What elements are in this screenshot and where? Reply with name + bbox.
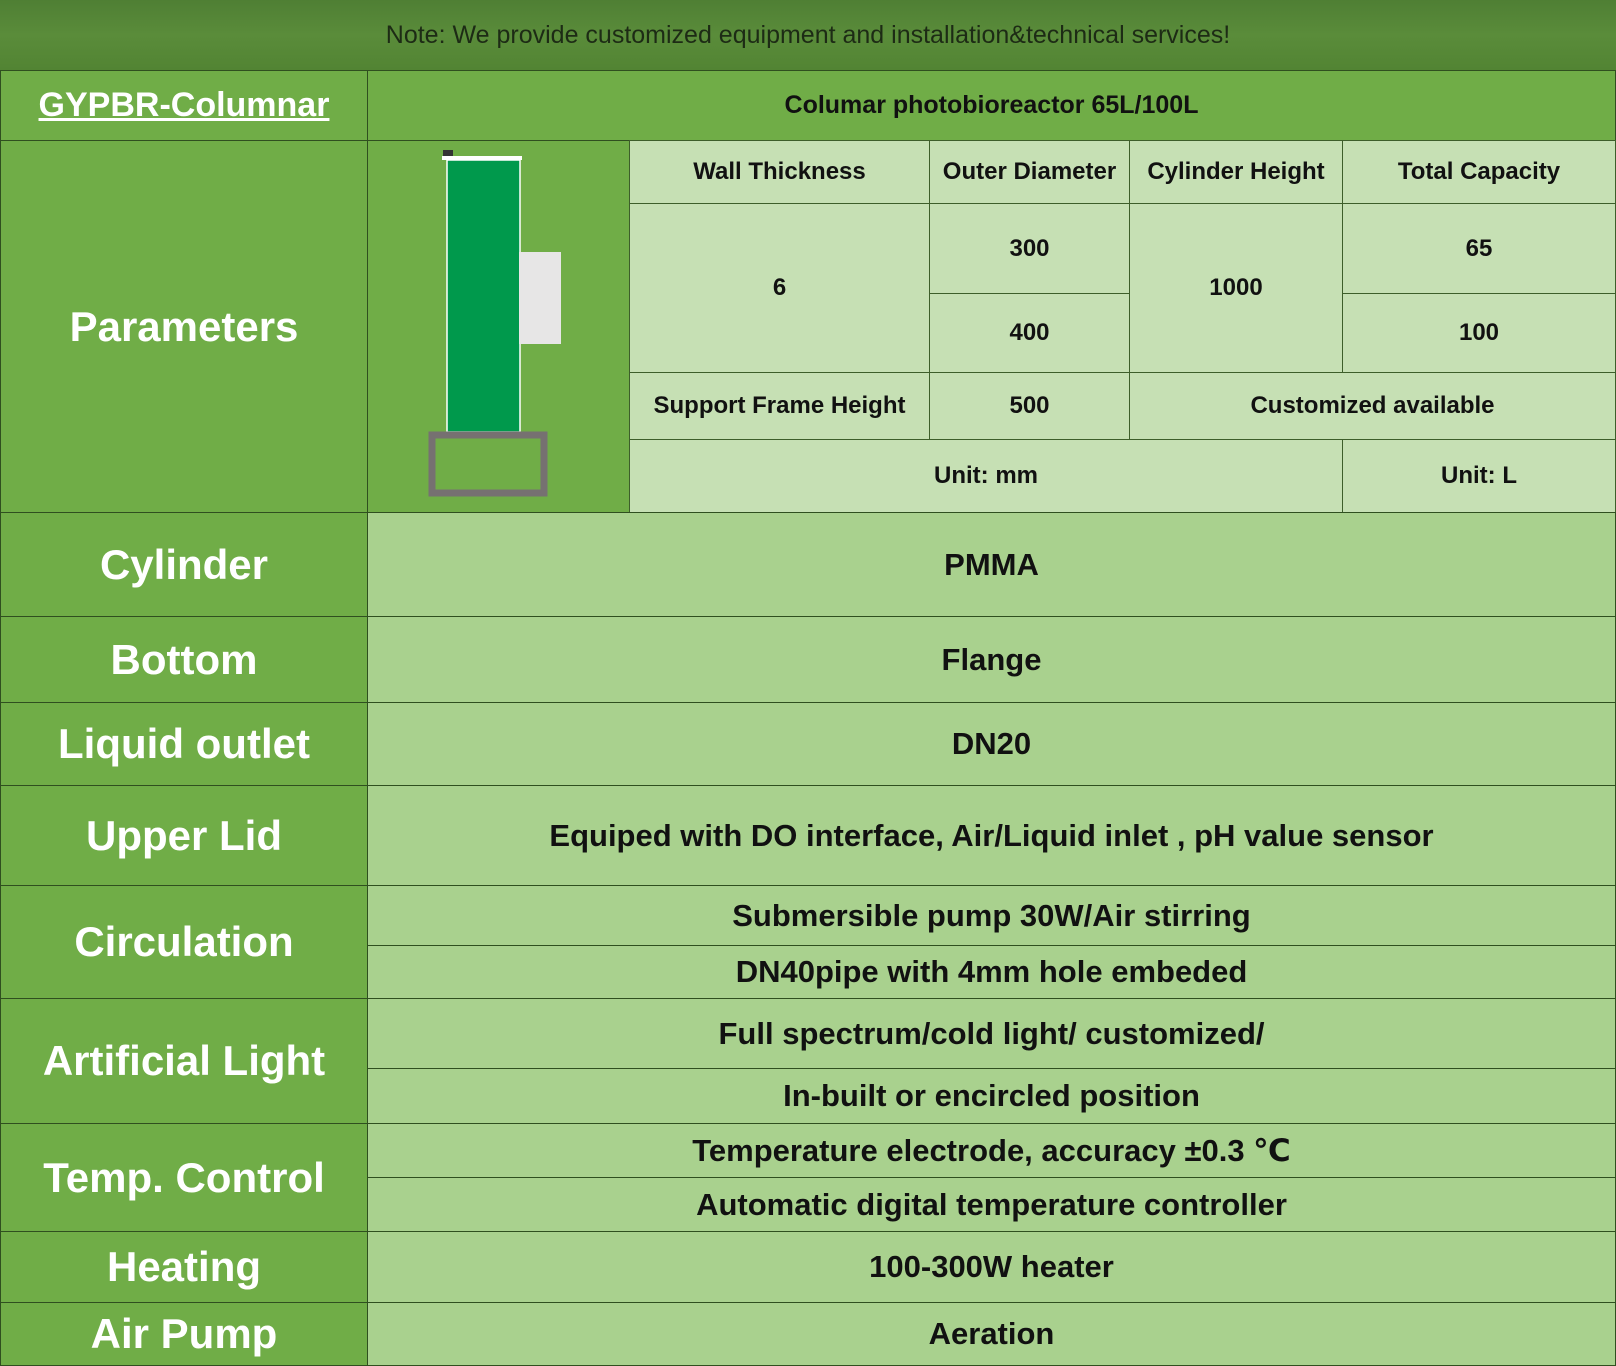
circulation-label-cell: Circulation [0,885,368,999]
reactor-illustration-cell [367,140,630,513]
note-text: Note: We provide customized equipment and installation&technical services! [385,20,1231,49]
model-name: GYPBR-Columnar [38,86,330,124]
outer-diameter-value-2: 400 [929,293,1130,373]
unit-l: Unit: L [1342,439,1616,513]
unit-mm: Unit: mm [629,439,1343,513]
parameters-label-cell [0,140,368,513]
parameters-label: Parameters [69,302,299,350]
artificial-light-label-cell: Artificial Light [0,998,368,1124]
upper-lid-value-cell: Equiped with DO interface, Air/Liquid inlet , pH value sensor [367,785,1616,886]
air-pump-value-cell: Aeration [367,1302,1616,1366]
product-title: Columar photobioreactor 65L/100L [784,91,1199,119]
cylinder-value-cell: PMMA [367,512,1616,617]
cylinder-label-cell: Cylinder [0,512,368,617]
reactor-body [447,160,520,432]
customized-available: Customized available [1129,372,1616,440]
reactor-control-box [519,252,561,344]
reactor-cap [443,150,453,156]
outer-diameter-value-1: 300 [929,203,1130,294]
header-outer-diameter: Outer Diameter [929,140,1130,204]
support-frame-value: 500 [929,372,1130,440]
circulation-value-1: Submersible pump 30W/Air stirring [367,885,1616,946]
air-pump-label-cell: Air Pump [0,1302,368,1366]
model-cell [0,70,368,141]
bottom-label-cell: Bottom [0,616,368,703]
temp-control-value-2: Automatic digital temperature controller [367,1177,1616,1232]
wall-thickness-value: 6 [629,203,930,373]
header-wall-thickness: Wall Thickness [629,140,930,204]
header-total-capacity: Total Capacity [1342,140,1616,204]
circulation-value-2: DN40pipe with 4mm hole embeded [367,945,1616,999]
temp-control-value-1: Temperature electrode, accuracy ±0.3 ℃ [367,1123,1616,1178]
bottom-value-cell: Flange [367,616,1616,703]
artificial-light-value-2: In-built or encircled position [367,1068,1616,1124]
cylinder-height-value: 1000 [1129,203,1343,373]
note-banner [0,0,1616,71]
artificial-light-value-1: Full spectrum/cold light/ customized/ [367,998,1616,1069]
heating-value-cell: 100-300W heater [367,1231,1616,1303]
liquid-outlet-label-cell: Liquid outlet [0,702,368,786]
temp-control-label-cell: Temp. Control [0,1123,368,1232]
heating-label-cell: Heating [0,1231,368,1303]
photobioreactor-illustration [368,141,631,514]
total-capacity-value-1: 65 [1342,203,1616,294]
reactor-support-frame [432,435,544,493]
header-cylinder-height: Cylinder Height [1129,140,1343,204]
liquid-outlet-value-cell: DN20 [367,702,1616,786]
support-frame-label: Support Frame Height [629,372,930,440]
upper-lid-label-cell: Upper Lid [0,785,368,886]
total-capacity-value-2: 100 [1342,293,1616,373]
product-title-cell [367,70,1616,141]
